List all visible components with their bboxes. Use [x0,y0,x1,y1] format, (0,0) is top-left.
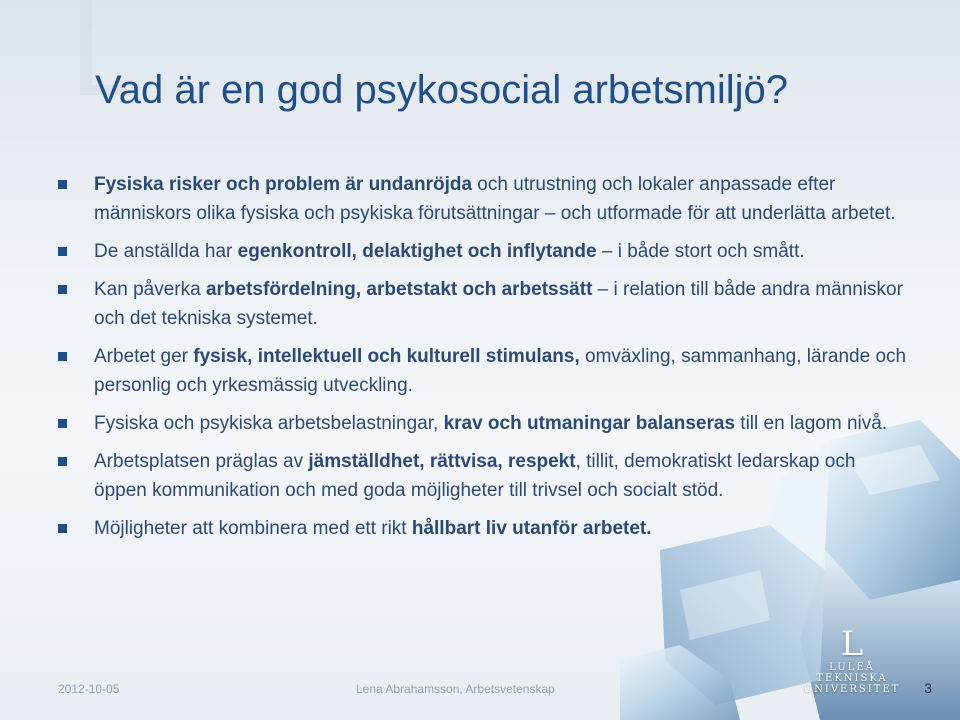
footer-title: Lena Abrahamsson, Arbetsvetenskap [356,682,555,696]
square-bullet-icon [58,285,67,294]
bullet-item [58,237,908,266]
bullet-text: De anställda har egenkontroll, delaktighet och inflytande – i både stort och smått. [94,241,805,262]
square-bullet-icon [58,457,67,466]
page-number: 3 [924,680,932,696]
slide-title: Vad är en god psykosocial arbetsmiljö? [95,68,788,112]
bullet-text: Arbetsplatsen präglas av jämställdhet, rättvisa, respekt, tillit, demokratiskt ledarskap och öppen kommunikation och med goda möjligheter till trivsel och socialt stöd. [94,451,856,501]
bullet-item [58,342,908,400]
bullet-list [58,170,908,552]
bullet-item [58,275,908,333]
logo-line-2: TEKNISKA [816,673,888,684]
square-bullet-icon [58,247,67,256]
square-bullet-icon [58,180,67,189]
logo-line-1: LULEÅ [829,662,875,673]
footer-date: 2012-10-05 [58,682,120,696]
ltu-logo-icon [792,622,912,702]
bullet-text: Möjligheter att kombinera med ett rikt hållbart liv utanför arbetet. [94,518,652,539]
bullet-item [58,447,908,505]
square-bullet-icon [58,352,67,361]
bullet-item [58,514,908,543]
bullet-text: Fysiska risker och problem är undanröjda och utrustning och lokaler anpassade efter människors olika fysiska och psykiska förutsättningar – och utformade för att underlätta arbetet. [94,174,896,224]
bullet-item [58,170,908,228]
bullet-text: Arbetet ger fysisk, intellektuell och kulturell stimulans, omväxling, sammanhang, lärande och personlig och yrkesmässig utveckling. [94,346,907,396]
bullet-text: Fysiska och psykiska arbetsbelastningar, krav och utmaningar balanseras till en lagom nivå. [94,413,888,434]
logo-line-3: UNIVERSITET [803,684,901,695]
bullet-text: Kan påverka arbetsfördelning, arbetstakt och arbetssätt – i relation till både andra människor och det tekniska systemet. [94,279,903,329]
bullet-item [58,409,908,438]
square-bullet-icon [58,419,67,428]
logo-mark: L [840,624,864,664]
square-bullet-icon [58,524,67,533]
